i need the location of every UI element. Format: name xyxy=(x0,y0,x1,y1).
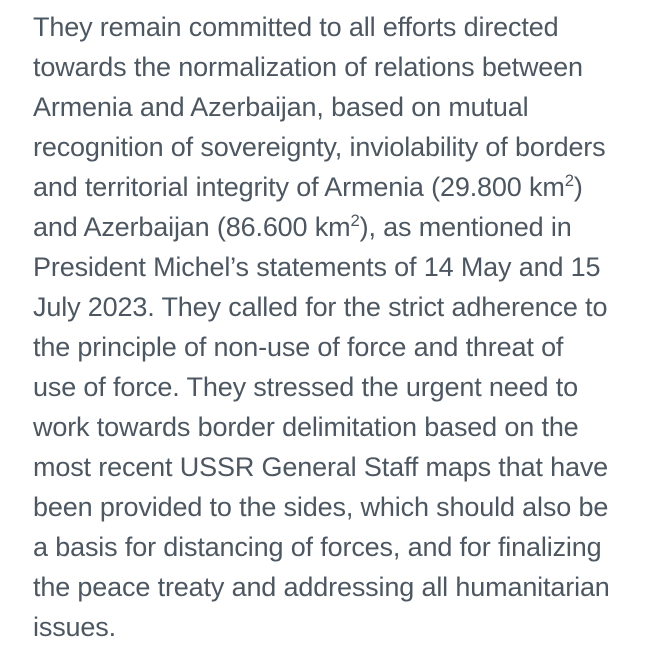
text-line: the peace treaty and addressing all humanitarian xyxy=(33,572,610,602)
text-line: use of force. They stressed the urgent need to xyxy=(33,372,578,402)
text-line: recognition of sovereignty, inviolability of borders xyxy=(33,132,606,162)
superscript-2: 2 xyxy=(350,211,360,230)
text-line: July 2023. They called for the strict adherence to xyxy=(33,292,608,322)
text-line: most recent USSR General Staff maps that have xyxy=(33,452,609,482)
text-line: and territorial integrity of Armenia (29.800 $km^2$) xyxy=(33,171,583,202)
text-line: the principle of non-use of force and threat of xyxy=(33,332,564,362)
text-line: President Michel’s statements of 14 May and 15 xyxy=(33,252,601,282)
text-line: and Azerbaijan (86.600 $km^2$), as mentioned in xyxy=(33,211,572,242)
text-line: a basis for distancing of forces, and for finalizing xyxy=(33,532,602,562)
superscript-2: 2 xyxy=(564,171,574,190)
text-line: been provided to the sides, which should also be xyxy=(33,492,609,522)
text-line: work towards border delimitation based on the xyxy=(33,412,579,442)
text-line: Armenia and Azerbaijan, based on mutual xyxy=(33,92,529,122)
text-line: issues. xyxy=(33,612,116,642)
text-line: They remain committed to all efforts directed xyxy=(33,12,559,42)
text-line: towards the normalization of relations between xyxy=(33,52,583,82)
